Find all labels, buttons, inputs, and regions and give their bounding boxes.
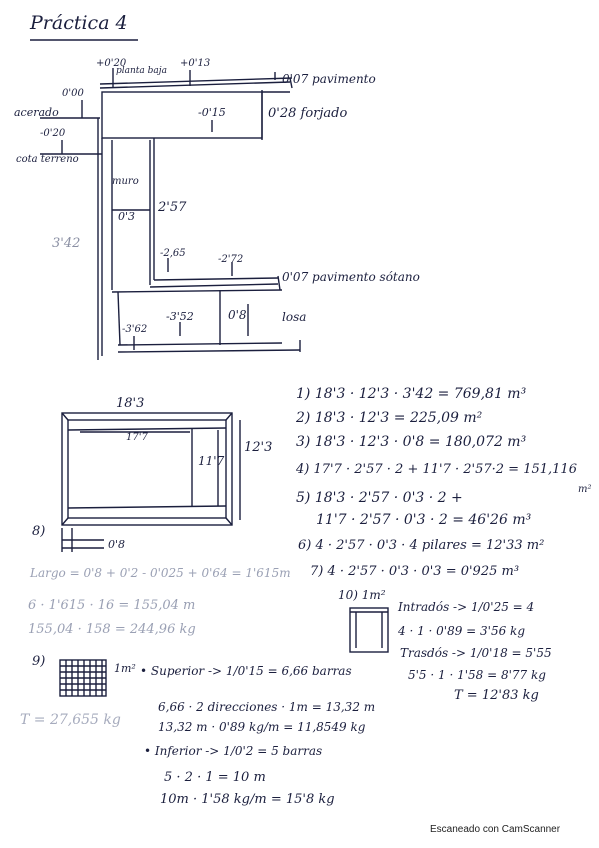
level-label: 0'3 [118,210,136,223]
level-label: acerado [14,106,59,119]
plan-inner-width: 17'7 [126,432,148,443]
level-label: -3'62 [122,324,148,335]
level-label: -2,65 [160,248,186,259]
level-label: +0'20 [96,58,127,69]
level-label: -0'20 [40,128,66,139]
q8-dim: 0'8 [108,538,126,551]
level-label: 0'07 pavimento [282,72,376,86]
calc-line: 11'7 · 2'57 · 0'3 · 2 = 46'26 m³ [316,512,532,528]
level-label: 0'28 forjado [268,106,348,121]
q9-superior: • Superior -> 1/0'15 = 6,66 barras [140,664,352,678]
plan-inner-height: 11'7 [198,454,225,468]
calc-unit: m² [578,484,592,495]
level-label: -0'15 [198,106,226,119]
scanner-footer: Escaneado con CamScanner [430,824,561,835]
level-label: 0'00 [62,88,84,99]
level-label: 3'42 [52,236,81,251]
q9-label: 9) [32,654,46,669]
level-label: muro [112,176,139,187]
q10-line: Trasdós -> 1/0'18 = 5'55 [400,646,552,660]
level-label: 0'8 [228,308,247,322]
page-title: Práctica 4 [30,12,128,34]
q10-total: T = 12'83 kg [454,688,539,703]
calc-line: 2) 18'3 · 12'3 = 225,09 m² [296,410,483,426]
q9-m2: 1m² [114,662,136,675]
q8-line: 155,04 · 158 = 244,96 kg [28,622,196,637]
q9-inferior: • Inferior -> 1/0'2 = 5 barras [144,744,323,758]
level-label: +0'13 [180,58,211,69]
level-label: cota terreno [16,154,79,165]
level-label: -2'72 [218,254,244,265]
q8-line: 6 · 1'615 · 16 = 155,04 m [28,598,196,613]
calc-line: 5) 18'3 · 2'57 · 0'3 · 2 + [296,490,463,506]
q9-line: 6,66 · 2 direcciones · 1m = 13,32 m [158,700,376,714]
calc-line: 1) 18'3 · 12'3 · 3'42 = 769,81 m³ [296,386,527,402]
q10-line: 5'5 · 1 · 1'58 = 8'77 kg [408,668,546,682]
calc-line: 3) 18'3 · 12'3 · 0'8 = 180,072 m³ [296,434,527,450]
plan-height: 12'3 [244,440,273,455]
calc-line: 7) 4 · 2'57 · 0'3 · 0'3 = 0'925 m³ [310,564,520,579]
q10-label: 10) 1m² [338,588,386,602]
q8-label: 8) [32,524,46,539]
q8-largo: Largo = 0'8 + 0'2 - 0'025 + 0'64 = 1'615m [30,566,291,580]
q9-total: T = 27,655 kg [20,712,121,728]
level-label: losa [282,310,307,324]
calc-line: 4) 17'7 · 2'57 · 2 + 11'7 · 2'57·2 = 151,116 [296,462,577,477]
level-label: 0'07 pavimento sótano [282,270,420,284]
q9-line: 5 · 2 · 1 = 10 m [164,770,266,785]
q9-line: 10m · 1'58 kg/m = 15'8 kg [160,792,335,807]
calc-line: 6) 4 · 2'57 · 0'3 · 4 pilares = 12'33 m² [298,538,545,553]
level-label: planta baja [116,66,167,76]
plan-width: 18'3 [116,396,145,411]
q10-line: Intradós -> 1/0'25 = 4 [398,600,535,614]
q10-line: 4 · 1 · 0'89 = 3'56 kg [398,624,526,638]
q9-line: 13,32 m · 0'89 kg/m = 11,8549 kg [158,720,366,734]
level-label: -3'52 [166,310,194,323]
level-label: 2'57 [158,200,187,215]
